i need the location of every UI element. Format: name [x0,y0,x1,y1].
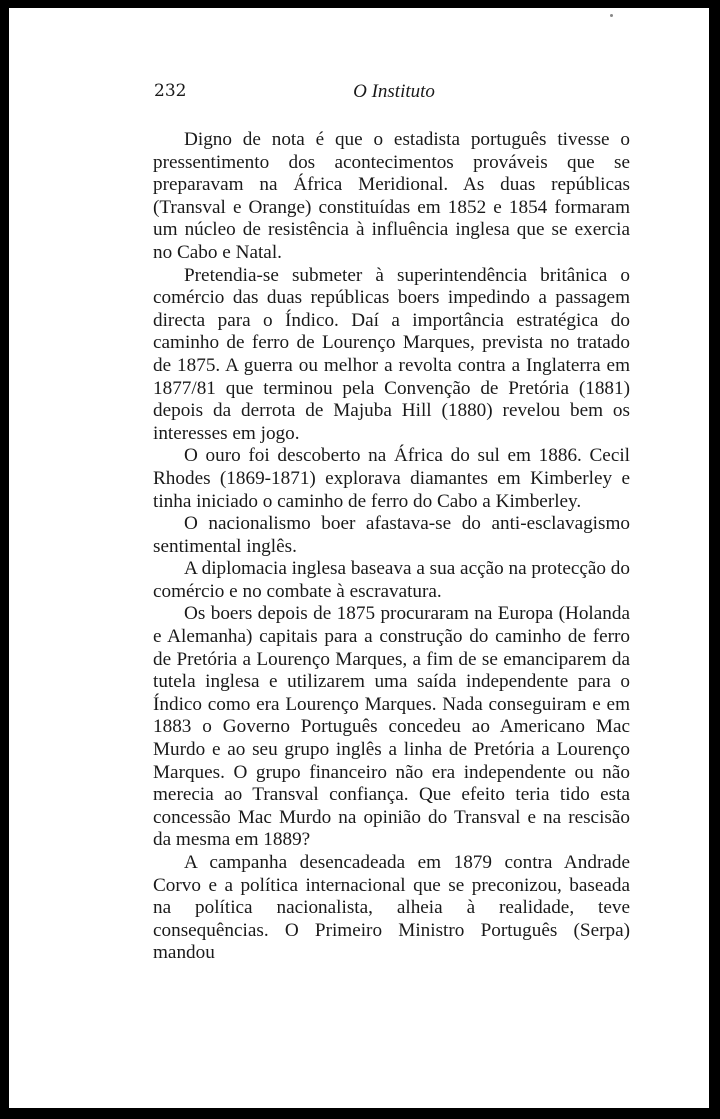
running-header [154,81,634,111]
paragraph: Os boers depois de 1875 procuraram na Europa (Holanda e Alemanha) capitais para a construção do caminho de ferro de Pretória a Lourenço Marques, a fim de se emanciparem da tutela inglesa e utilizarem uma saída independente para o Índico como era Lourenço Marques. Nada conseguiram e em 1883 o Governo Português concedeu ao Americano Mac Murdo e ao seu grupo inglês a linha de Pretória a Lourenço Marques. O grupo financeiro não era independente ou não merecia ao Transval confiança. Que efeito teria tido esta concessão Mac Murdo na opinião do Transval e na rescisão da mesma em 1889? [153,603,630,851]
scan-speck [610,14,613,17]
paragraph: Digno de nota é que o estadista português tivesse o pressentimento dos acontecimentos prováveis que se preparavam na África Meridional. As duas repúblicas (Transval e Orange) constituídas em 1852 e 1854 formaram um núcleo de resistência à influência inglesa que se exercia no Cabo e Natal. [153,129,630,263]
journal-title: O Instituto [353,81,435,102]
book-page [9,8,709,1108]
page-number: 232 [154,81,187,101]
paragraph: A diplomacia inglesa baseava a sua acção na protecção do comércio e no combate à escravatura. [153,558,630,602]
paragraph: A campanha desencadeada em 1879 contra Andrade Corvo e a política internacional que se preconizou, baseada na política nacionalista, alheia à realidade, teve consequências. O Primeiro Ministro Português (Serpa) mandou [153,852,630,964]
paragraph: O ouro foi descoberto na África do sul em 1886. Cecil Rhodes (1869-1871) explorava diamantes em Kimberley e tinha iniciado o caminho de ferro do Cabo a Kimberley. [153,445,630,512]
paragraph: O nacionalismo boer afastava-se do anti-esclavagismo sentimental inglês. [153,513,630,557]
body-text [153,129,630,965]
paragraph: Pretendia-se submeter à superintendência britânica o comércio das duas repúblicas boers impedindo a passagem directa para o Índico. Daí a importância estratégica do caminho de ferro de Lourenço Marques, prevista no tratado de 1875. A guerra ou melhor a revolta contra a Inglaterra em 1877/81 que terminou pela Convenção de Pretória (1881) depois da derrota de Majuba Hill (1880) revelou bem os interesses em jogo. [153,264,630,444]
